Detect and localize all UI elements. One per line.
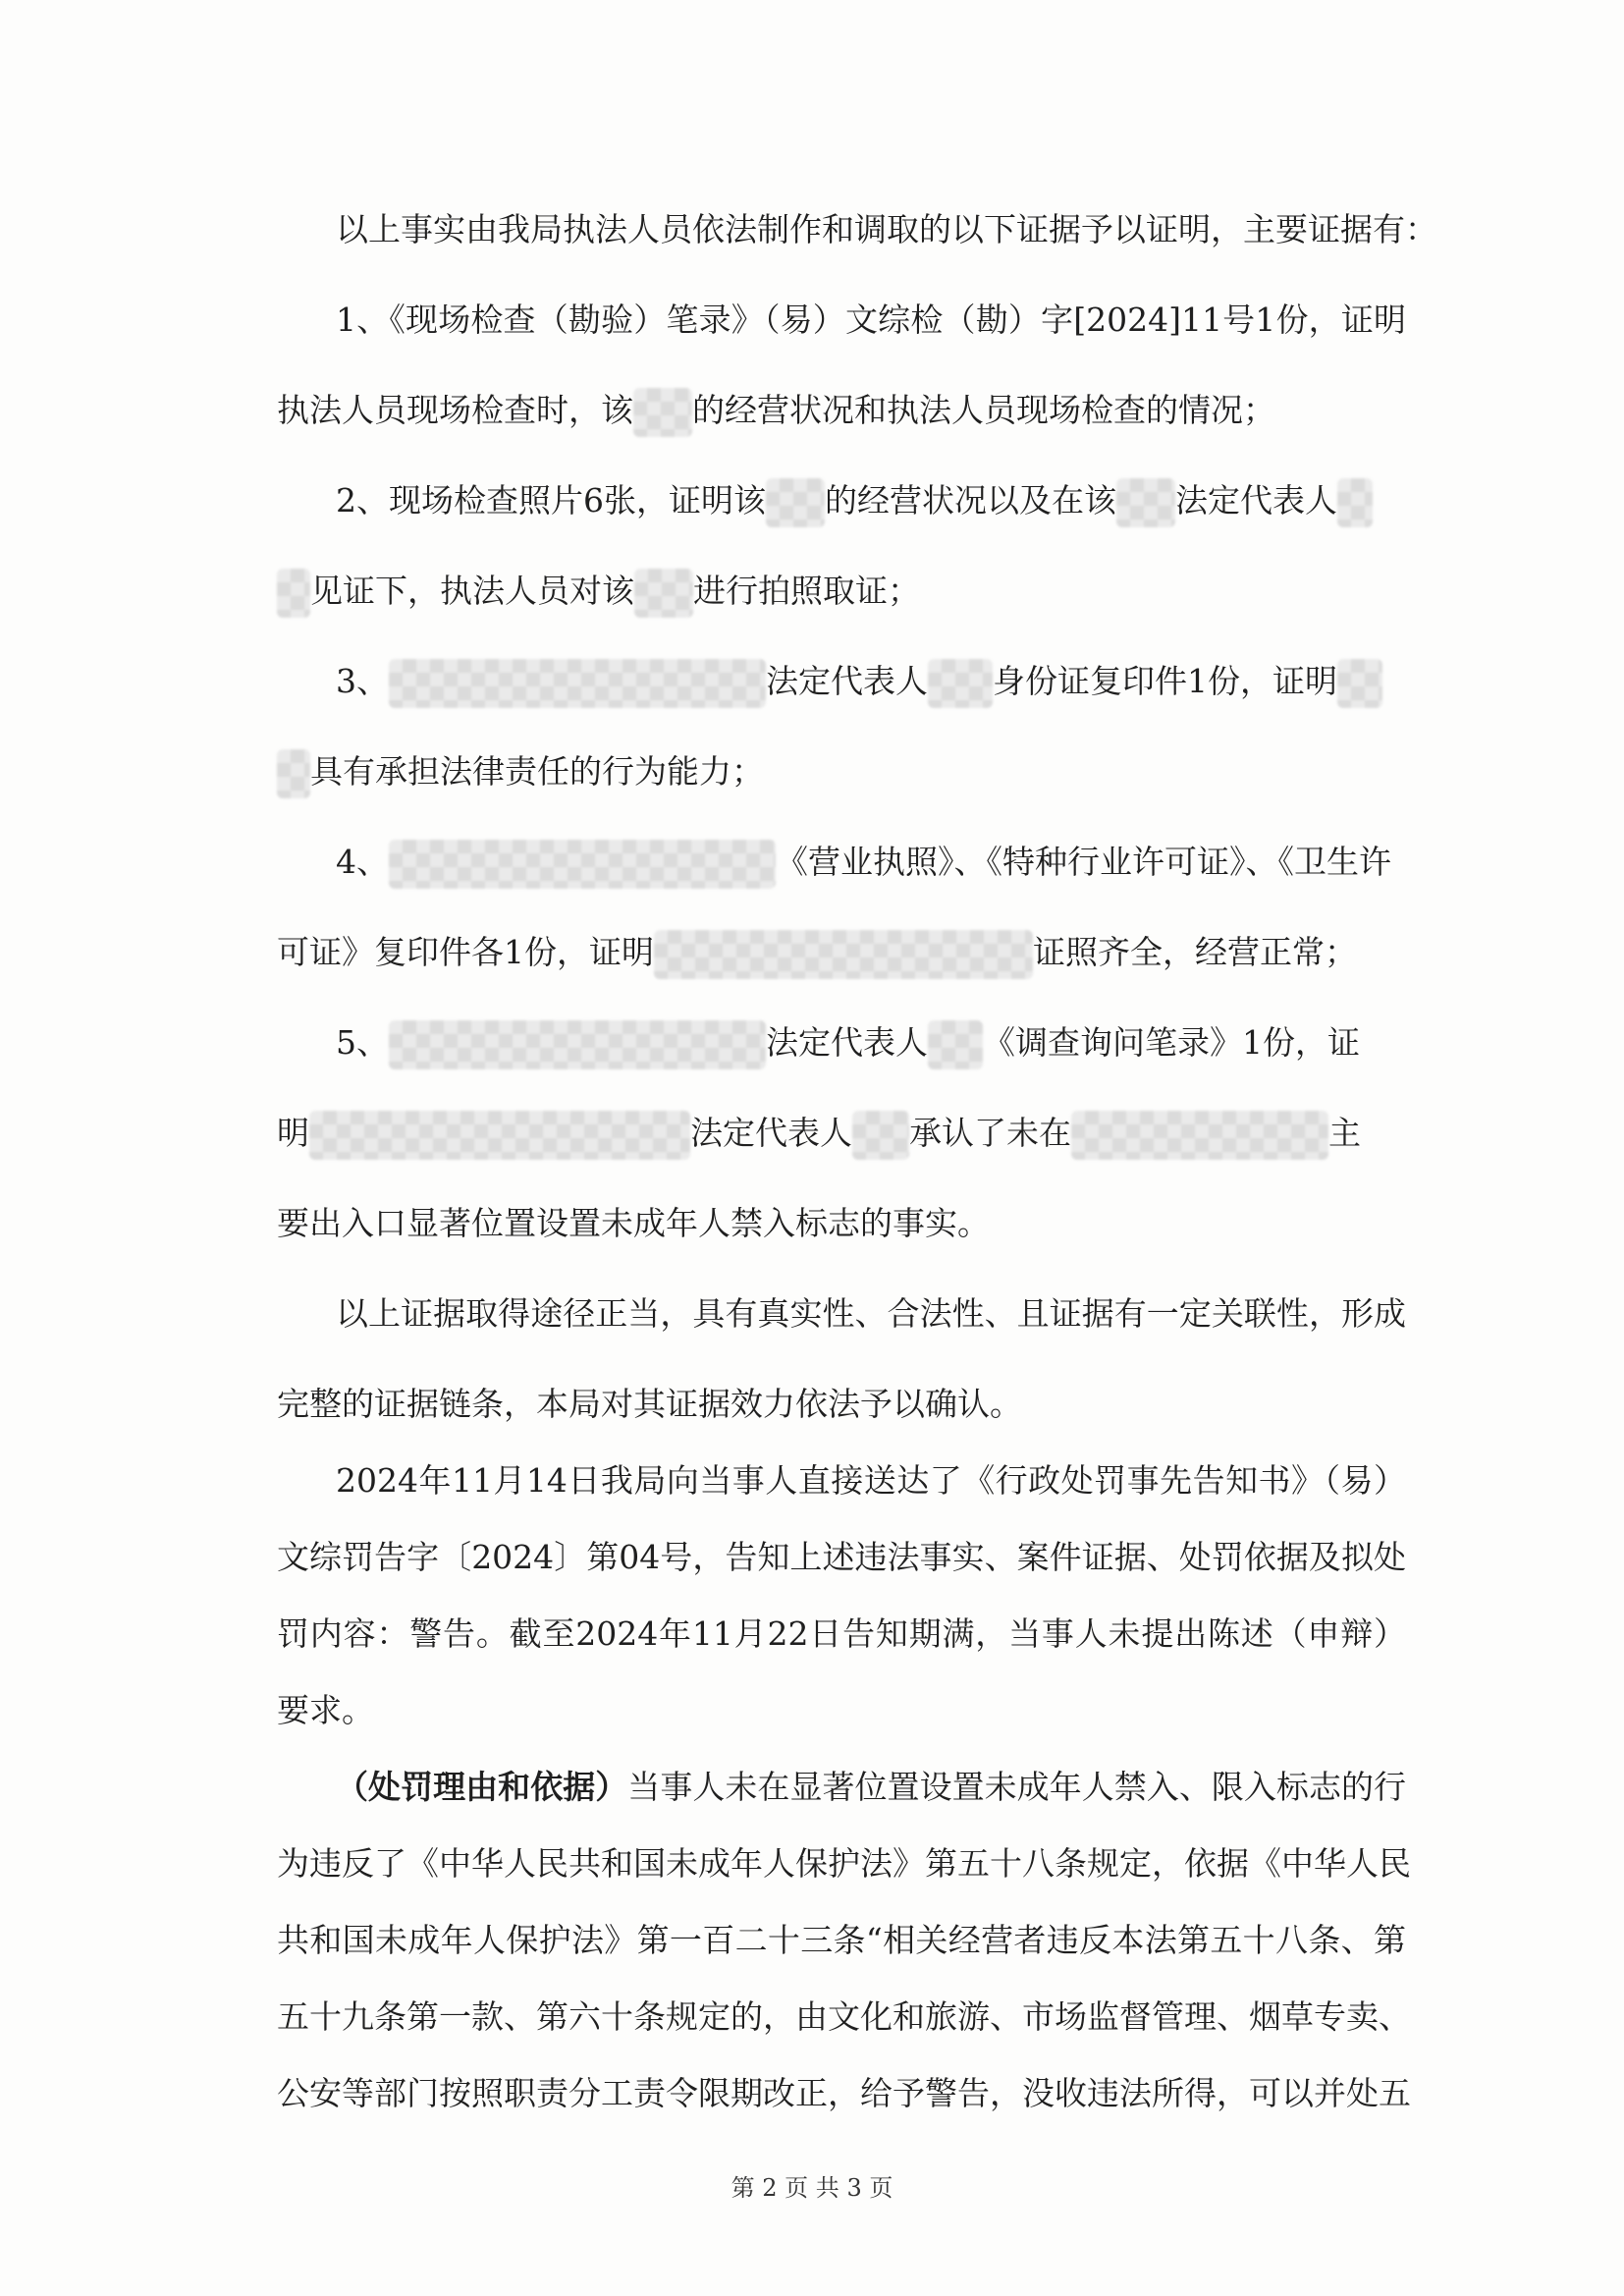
redacted-block xyxy=(389,840,776,889)
text: 文综罚告字〔2024〕第04号，告知上述违法事实、案件证据、处罚依据及拟处 xyxy=(277,1538,1406,1576)
text: 明 xyxy=(277,1114,309,1152)
text: 的经营状况以及在该 xyxy=(825,481,1116,519)
text: 进行拍照取证； xyxy=(693,572,920,610)
text: 3、 xyxy=(336,662,389,700)
redacted-block xyxy=(1116,478,1175,527)
text: 身份证复印件1份，证明 xyxy=(993,662,1337,700)
paragraph-notice-line-1 xyxy=(336,1453,1406,1508)
paragraph-notice-line-3 xyxy=(277,1607,1406,1662)
evidence-item-2-line-1 xyxy=(336,473,1373,528)
text: 主 xyxy=(1328,1114,1361,1152)
evidence-item-1-line-1 xyxy=(336,293,1406,348)
redacted-block xyxy=(634,569,693,618)
paragraph-evidence-confirmation-line-1 xyxy=(336,1286,1406,1341)
text: 2、现场检查照片6张，证明该 xyxy=(336,481,766,519)
redacted-block xyxy=(1337,659,1382,708)
redacted-block xyxy=(654,930,1033,979)
paragraph-notice-line-4 xyxy=(277,1683,374,1738)
evidence-item-5-line-3 xyxy=(277,1196,990,1251)
paragraph-penalty-basis-line-1 xyxy=(336,1760,1406,1815)
text: 法定代表人 xyxy=(690,1114,852,1152)
text: 为违反了《中华人民共和国未成年人保护法》第五十八条规定，依据《中华人民 xyxy=(277,1844,1411,1883)
text: 见证下，执法人员对该 xyxy=(310,572,634,610)
text: 证照齐全，经营正常； xyxy=(1033,933,1357,971)
text: 五十九条第一款、第六十条规定的，由文化和旅游、市场监督管理、烟草专卖、 xyxy=(277,1997,1411,2036)
redacted-block xyxy=(277,569,310,618)
paragraph-notice-line-2 xyxy=(277,1530,1406,1585)
text: 可证》复印件各1份，证明 xyxy=(277,933,654,971)
page-number-footer: 第 2 页 共 3 页 xyxy=(731,2174,893,2202)
redacted-block xyxy=(1337,478,1373,527)
redacted-block xyxy=(633,388,692,437)
text: 的经营状况和执法人员现场检查的情况； xyxy=(692,391,1275,429)
text: 公安等部门按照职责分工责令限期改正，给予警告，没收违法所得，可以并处五 xyxy=(277,2074,1411,2112)
text: 法定代表人 xyxy=(766,1023,928,1062)
redacted-block xyxy=(928,1020,983,1069)
evidence-item-5-line-1 xyxy=(336,1015,1360,1070)
text: 以上证据取得途径正当，具有真实性、合法性、且证据有一定关联性，形成 xyxy=(336,1294,1406,1333)
evidence-item-4-line-1 xyxy=(336,835,1391,890)
evidence-item-2-line-2 xyxy=(277,564,920,619)
redacted-block xyxy=(309,1111,690,1160)
text: 《营业执照》、《特种行业许可证》、《卫生许 xyxy=(776,843,1391,881)
paragraph-penalty-basis-line-3 xyxy=(277,1913,1406,1968)
evidence-item-3-line-2 xyxy=(277,744,764,799)
redacted-block xyxy=(389,1020,766,1069)
text: 4、 xyxy=(336,843,389,881)
redacted-block xyxy=(766,478,825,527)
text: 1、《现场检查（勘验）笔录》（易）文综检（勘）字[2024]11号1份，证明 xyxy=(336,301,1406,339)
text: 执法人员现场检查时，该 xyxy=(277,391,633,429)
text: 具有承担法律责任的行为能力； xyxy=(310,752,764,791)
text: 共和国未成年人保护法》第一百二十三条“相关经营者违反本法第五十八条、第 xyxy=(277,1921,1406,1959)
text: 《调查询问笔录》1份，证 xyxy=(983,1023,1360,1062)
text: 当事人未在显著位置设置未成年人禁入、限入标志的行 xyxy=(627,1768,1406,1806)
evidence-item-5-line-2 xyxy=(277,1106,1361,1161)
text: 2024年11月14日我局向当事人直接送达了《行政处罚事先告知书》（易） xyxy=(336,1461,1406,1500)
text: 要出入口显著位置设置未成年人禁入标志的事实。 xyxy=(277,1204,990,1242)
redacted-block xyxy=(852,1111,909,1160)
redacted-block xyxy=(1071,1111,1328,1160)
redacted-block xyxy=(928,659,993,708)
paragraph-evidence-intro xyxy=(336,202,1437,257)
text: 罚内容：警告。截至2024年11月22日告知期满，当事人未提出陈述（申辩） xyxy=(277,1614,1406,1653)
text: 法定代表人 xyxy=(766,662,928,700)
text: 要求。 xyxy=(277,1691,374,1729)
evidence-item-4-line-2 xyxy=(277,925,1357,980)
paragraph-evidence-confirmation-line-2 xyxy=(277,1377,1022,1432)
paragraph-penalty-basis-line-5 xyxy=(277,2066,1411,2121)
redacted-block xyxy=(389,659,766,708)
text: 5、 xyxy=(336,1023,389,1062)
text: 承认了未在 xyxy=(909,1114,1071,1152)
text: 法定代表人 xyxy=(1175,481,1337,519)
paragraph-penalty-basis-line-2 xyxy=(277,1836,1411,1891)
evidence-item-3-line-1 xyxy=(336,654,1382,709)
evidence-item-1-line-2 xyxy=(277,383,1275,438)
redacted-block xyxy=(277,749,310,798)
text: 以上事实由我局执法人员依法制作和调取的以下证据予以证明，主要证据有： xyxy=(336,210,1437,248)
section-heading: （处罚理由和依据） xyxy=(336,1768,628,1806)
text: 完整的证据链条，本局对其证据效力依法予以确认。 xyxy=(277,1385,1022,1423)
paragraph-penalty-basis-line-4 xyxy=(277,1990,1411,2045)
